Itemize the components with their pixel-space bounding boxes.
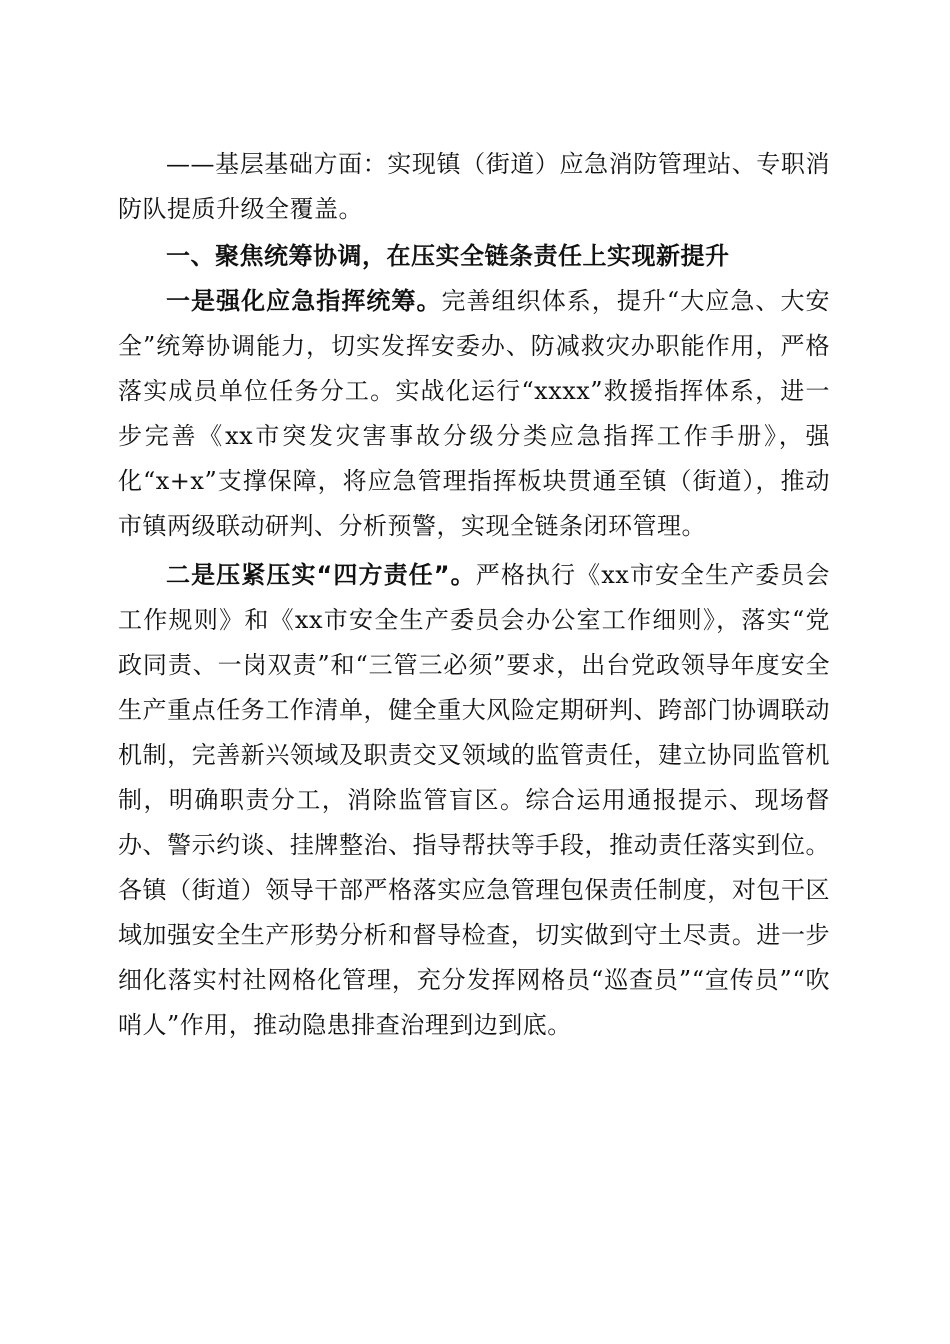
intro-paragraph: ——基层基础方面：实现镇（街道）应急消防管理站、专职消防队提质升级全覆盖。 <box>118 150 830 223</box>
paragraph-command-coordination <box>118 279 830 549</box>
paragraph-text: 严格执行《xx市安全生产委员会工作规则》和《xx市安全生产委员会办公室工作细则》，落实“党政同责、一岗双责”和“三管三必须”要求，出台党政领导年度安全生产重点任务工作清单，健全重大风险定期研判、跨部门协调联动机制，完善新兴领域及职责交叉领域的监管责任，建立协同监管机制，明确职责分工，消除监管盲区。综合运用通报提示、现场督办、警示约谈、挂牌整治、指导帮扶等手段，推动责任落实到位。各镇（街道）领导干部严格落实应急管理包保责任制度，对包干区域加强安全生产形势分析和督导检查，切实做到守土尽责。进一步细化落实村社网格化管理，充分发挥网格员“巡查员”“宣传员”“吹哨人”作用，推动隐患排查治理到边到底。 <box>118 561 830 1039</box>
paragraph-four-responsibilities <box>118 553 830 1048</box>
paragraph-lead-title: 二是压紧压实“四方责任”。 <box>166 561 476 589</box>
paragraph-text: 完善组织体系，提升“大应急、大安全”统筹协调能力，切实发挥安委办、防减救灾办职能作用，严格落实成员单位任务分工。实战化运行“xxxx”救援指挥体系，进一步完善《xx市突发灾害事故分级分类应急指挥工作手册》，强化“x+x”支撑保障，将应急管理指挥板块贯通至镇（街道），推动市镇两级联动研判、分析预警，实现全链条闭环管理。 <box>118 287 830 540</box>
paragraph-lead-title: 一是强化应急指挥统筹。 <box>166 287 442 315</box>
document-body <box>118 142 830 1048</box>
section-heading: 一、聚焦统筹协调，在压实全链条责任上实现新提升 <box>166 242 730 270</box>
